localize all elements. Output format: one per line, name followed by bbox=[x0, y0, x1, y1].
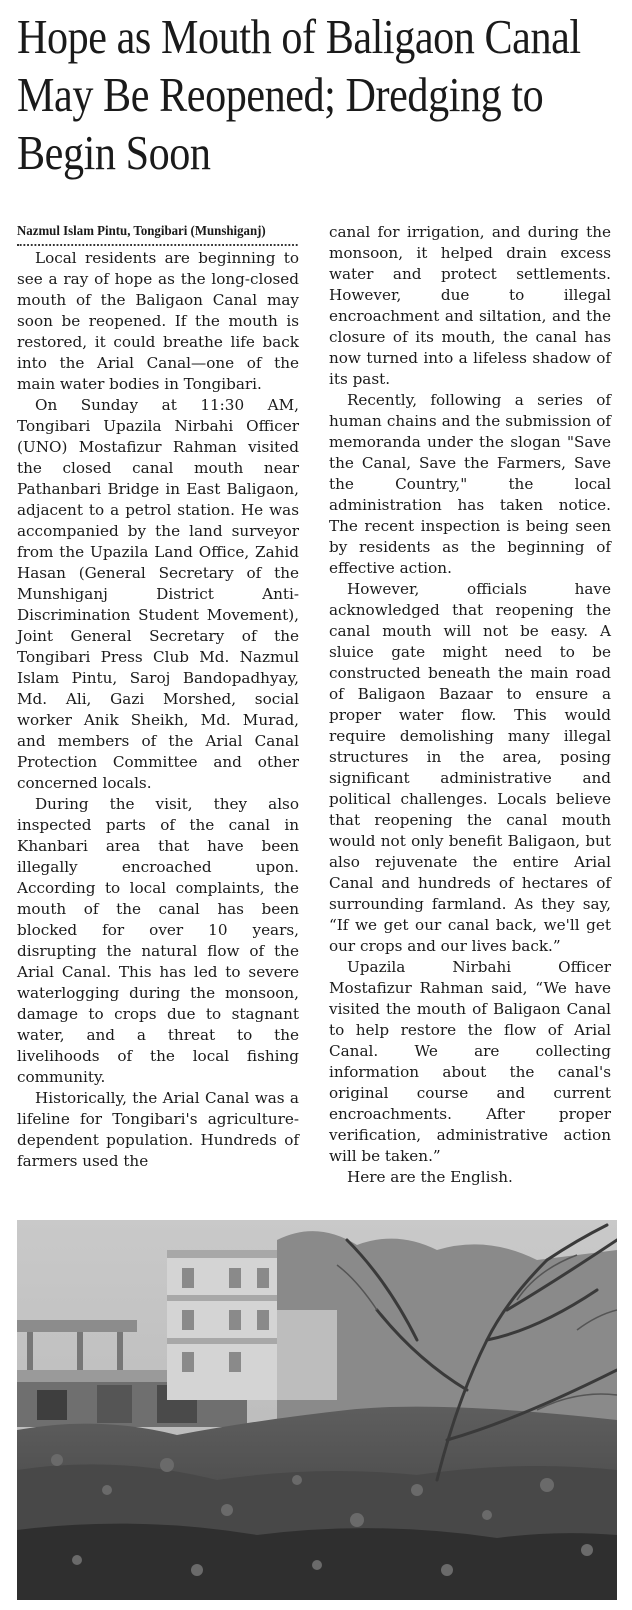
canal-photo bbox=[17, 1220, 617, 1600]
paragraph: Upazila Nirbahi Officer Mostafizur Rahman said, “We have visited the mouth of Baligaon Canal to help restore the flow of Arial Canal. We are collecting information about the canal's original course and current encroachments. After proper verification, administrative action will be taken.” bbox=[329, 958, 611, 1165]
right-column bbox=[329, 222, 611, 1188]
left-column bbox=[17, 222, 299, 1172]
paragraph: Local residents are beginning to see a ray of hope as the long-closed mouth of the Baligaon Canal may soon be reopened. If the mouth is restored, it could breathe life back into the Arial Canal—one of the main water bodies in Tongibari. bbox=[17, 249, 299, 393]
headline: Hope as Mouth of Baligaon Canal May Be Reopened; Dredging to Begin Soon bbox=[17, 9, 581, 180]
paragraph: During the visit, they also inspected parts of the canal in Khanbari area that have been illegally encroached upon. According to local complaints, the mouth of the canal has been blocked for over 10 years, disrupting the natural flow of the Arial Canal. This has led to severe waterlogging during the monsoon, damage to crops due to stagnant water, and a threat to the livelihoods of the local fishing community. bbox=[17, 795, 299, 1086]
paragraph: Historically, the Arial Canal was a lifeline for Tongibari's agriculture-dependent population. Hundreds of farmers used the bbox=[17, 1089, 299, 1170]
paragraph: Recently, following a series of human chains and the submission of memoranda under the slogan "Save the Canal, Save the Farmers, Save the Country," the local administration has taken notice. The recent inspection is being seen by residents as the beginning of effective action. bbox=[329, 391, 611, 577]
paragraph: On Sunday at 11:30 AM, Tongibari Upazila Nirbahi Officer (UNO) Mostafizur Rahman visited the closed canal mouth near Pathanbari Bridge in East Baligaon, adjacent to a petrol station. He was accompanied by the land surveyor from the Upazila Land Office, Zahid Hasan (General Secretary of the Munshiganj District Anti-Discrimination Student Movement), Joint General Secretary of the Tongibari Press Club Md. Nazmul Islam Pintu, Saroj Bandopadhyay, Md. Ali, Gazi Morshed, social worker Anik Sheikh, Md. Murad, and members of the Arial Canal Protection Committee and other concerned locals. bbox=[17, 396, 299, 792]
paragraph: However, officials have acknowledged that reopening the canal mouth will not be easy. A sluice gate might need to be constructed beneath the main road of Baligaon Bazaar to ensure a proper water flow. This would require demolishing many illegal structures in the area, posing significant administrative and political challenges. Locals believe that reopening the canal mouth would not only benefit Baligaon, but also rejuvenate the entire Arial Canal and hundreds of hectares of surrounding farmland. As they say, “If we get our canal back, we'll get our crops and our lives back.” bbox=[329, 580, 611, 955]
paragraph-continuation: canal for irrigation, and during the monsoon, it helped drain excess water and protect settlements. However, due to illegal encroachment and siltation, and the closure of its mouth, the canal has now turned into a lifeless shadow of its past. bbox=[329, 223, 611, 388]
byline: Nazmul Islam Pintu, Tongibari (Munshiganj) bbox=[17, 222, 298, 246]
canal-photo-illustration bbox=[17, 1220, 617, 1600]
paragraph: Here are the English. bbox=[347, 1168, 513, 1186]
